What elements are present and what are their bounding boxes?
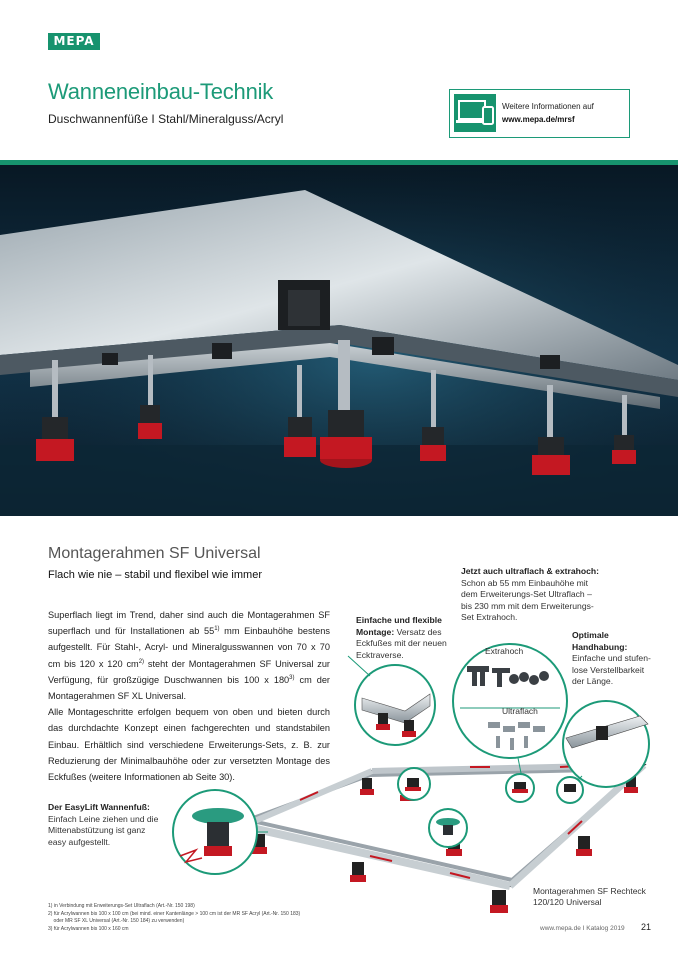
section-subtitle: Flach wie nie – stabil und flexibel wie immer — [48, 569, 262, 581]
hero-product-photo — [0, 165, 678, 516]
page-subtitle: Duschwannenfüße I Stahl/Mineralguss/Acryl — [48, 112, 284, 126]
frame-caption: Montagerahmen SF Rechteck 120/120 Universal — [533, 886, 646, 907]
info-text: Weitere Informationen auf — [502, 102, 594, 111]
footnote: 2) für Acrylwannen bis 100 x 100 cm (bei mind. einer Kantenlänge > 100 cm ist der MR SF Acryl (Art.-Nr. 150 183) — [48, 910, 301, 917]
body-paragraph-2: Alle Montageschritte erfolgen bequem von oben und bieten durch das durchdachte Konzept einen fachgerechten und standstabilen Einbau. Erhältlich sind verschiedene Erweiterungs-Sets, z. B. zur Reduzierung der Minimalbauhöhe oder zur versetzten Montage des Eckfußes (weitere Informationen ab Seite 30). — [48, 707, 330, 783]
devices-icon — [454, 94, 496, 132]
footnote: 1) in Verbindung mit Erweiterungs-Set Ultraflach (Art.-Nr. 150 198) — [48, 903, 195, 909]
footnotes — [48, 903, 300, 933]
footnote: 3) für Acrylwannen bis 100 x 160 cm — [48, 925, 129, 932]
callout-ultraflach-extrahoch: Jetzt auch ultraflach & extrahoch: Schon ab 55 mm Einbauhöhe mit dem Erweiterungs-Set Ultraflach – bis 230 mm mit dem Erweiterungs- Set Extrahoch. — [461, 566, 600, 623]
label-ultraflach: Ultraflach — [502, 706, 538, 716]
footer-folio: www.mepa.de I Katalog 2019 — [540, 925, 625, 932]
section-title: Montagerahmen SF Universal — [48, 545, 261, 562]
info-url-link[interactable]: www.mepa.de/mrsf — [502, 115, 575, 124]
info-link-box[interactable] — [449, 89, 630, 138]
callout-montage: Einfache und flexible Montage: Versatz des Eckfußes mit der neuen Ecktraverse. — [356, 615, 447, 660]
body-paragraph-1: Superflach liegt im Trend, daher sind auch die Montagerahmen SF superflach und für Installationen ab 55$^{1)}$ mm Einbauhöhe bestens aufgestellt. Für Stahl-, Acryl- und Mineralgusswannen von 70 x 70 cm bis 120 x 120 $cm^{2)}$ steht der Montagerahmen SF Universal zur Verfügung, für großzügige Duschwannen bis 100 x 180$^{3)}$ cm der Montagerahmen SF XL Universal. — [48, 610, 330, 702]
mepa-logo: MEPA — [48, 33, 100, 50]
callout-easylift: Der EasyLift Wannenfuß: Einfach Leine ziehen und die Mittenabstützung ist ganz easy aufgestellt. — [48, 802, 159, 847]
footnote: oder MR SF XL Universal (Art.-Nr. 150 184) zu verwenden) — [48, 918, 185, 925]
page-title: Wanneneinbau-Technik — [48, 79, 274, 104]
callout-handhabung: Optimale Handhabung: Einfache und stufen- lose Verstellbarkeit der Länge. — [572, 630, 651, 687]
page-number: 21 — [641, 922, 652, 932]
label-extrahoch: Extrahoch — [485, 646, 524, 656]
